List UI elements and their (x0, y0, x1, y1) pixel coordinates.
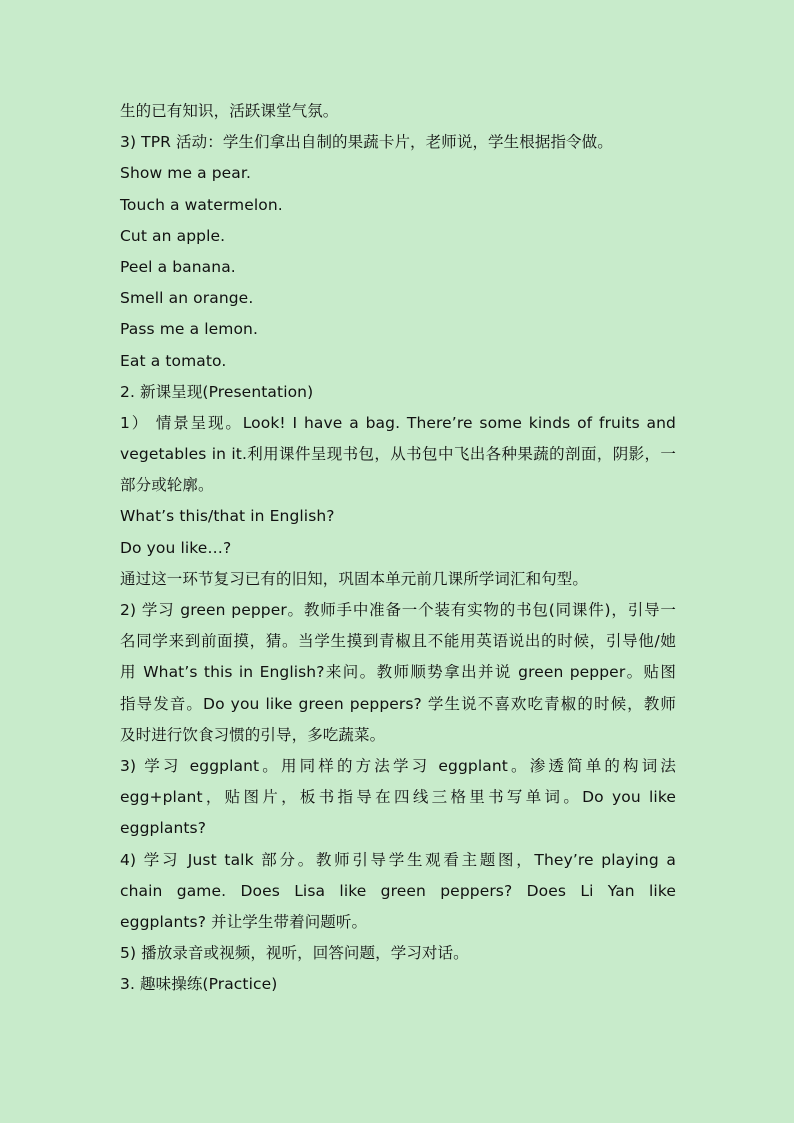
text-line: egg+plant，贴图片，板书指导在四线三格里书写单词。Do you like (120, 788, 676, 807)
text-line: Eat a tomato. (120, 351, 227, 370)
text-line: 生的已有知识，活跃课堂气氛。 (120, 102, 339, 120)
text-line: eggplants? (120, 819, 207, 838)
text-line: Cut an apple. (120, 226, 226, 245)
text-line: 5) 播放录音或视频，视听，回答问题，学习对话。 (120, 944, 469, 963)
text-line: 3) 学习 eggplant。用同样的方法学习 eggplant。渗透简单的构词法 (120, 756, 676, 775)
document-body (120, 96, 676, 1000)
text-line: 1） 情景呈现。Look! I have a bag. There’re some kinds of fruits and (120, 413, 676, 432)
text-line: 指导发音。Do you like green peppers? 学生说不喜欢吃青椒的时候，教师 (120, 694, 676, 713)
text-line: 通过这一环节复习已有的旧知，巩固本单元前几课所学词汇和句型。 (120, 569, 589, 588)
text-line: Peel a banana. (120, 257, 236, 276)
text-line: chain game. Does Lisa like green peppers? Does Li Yan like (120, 881, 676, 900)
text-line: eggplants? 并让学生带着问题听。 (120, 912, 368, 931)
text-line: 2) 学习 green pepper。教师手中准备一个装有实物的书包(同课件)，引导一 (120, 601, 676, 619)
text-line: vegetables in it.利用课件呈现书包，从书包中飞出各种果蔬的剖面，阴影，一 (120, 445, 676, 464)
text-line: Touch a watermelon. (120, 195, 283, 214)
section-heading: 3. 趣味操练(Practice) (120, 975, 278, 994)
text-line: Pass me a lemon. (120, 320, 258, 339)
text-line: 名同学来到前面摸，猜。当学生摸到青椒且不能用英语说出的时候，引导他/她 (120, 632, 676, 651)
text-line: Do you like…? (120, 538, 232, 557)
text-line: Smell an orange. (120, 289, 254, 308)
text-line: What’s this/that in English? (120, 507, 335, 526)
text-line: 4) 学习 Just talk 部分。教师引导学生观看主题图，They’re playing a (120, 850, 676, 869)
text-line: Show me a pear. (120, 164, 251, 183)
text-line: 用 What’s this in English?来问。教师顺势拿出并说 green pepper。贴图 (120, 663, 676, 682)
section-heading: 2. 新课呈现(Presentation) (120, 382, 314, 401)
text-line: 3) TPR 活动：学生们拿出自制的果蔬卡片，老师说，学生根据指令做。 (120, 133, 613, 152)
text-line: 及时进行饮食习惯的引导，多吃蔬菜。 (120, 725, 386, 744)
text-line: 部分或轮廓。 (120, 476, 214, 495)
